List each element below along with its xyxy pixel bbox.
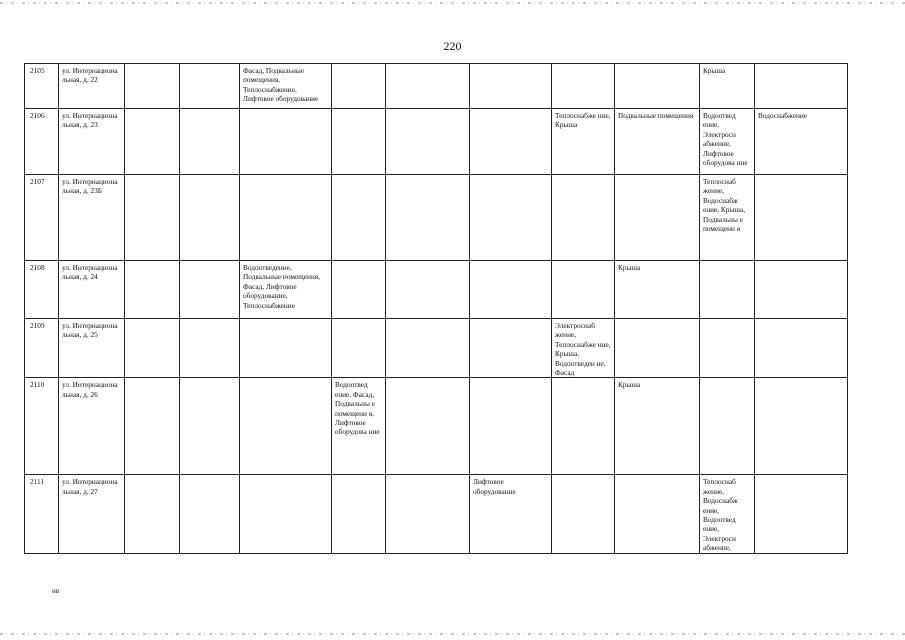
row-number: 2110 — [25, 378, 59, 475]
work-cell — [755, 378, 848, 475]
work-cell — [386, 378, 470, 475]
work-cell: Крыша — [615, 261, 700, 319]
work-cell — [470, 261, 552, 319]
address-cell: ул. Интернациона льная, д. 25 — [59, 319, 125, 378]
work-cell — [332, 109, 386, 175]
work-cell — [386, 64, 470, 109]
work-cell — [470, 64, 552, 109]
work-cell — [240, 109, 332, 175]
row-number: 2107 — [25, 175, 59, 261]
work-cell — [332, 475, 386, 553]
row-number: 2109 — [25, 319, 59, 378]
work-cell — [552, 175, 615, 261]
work-cell — [125, 109, 180, 175]
work-cell — [386, 475, 470, 553]
work-cell — [755, 261, 848, 319]
work-cell: Фасад, Подвальные помещения, Теплоснабжение, Лифтовое оборудование — [240, 64, 332, 109]
work-cell — [125, 378, 180, 475]
work-cell — [755, 319, 848, 378]
row-number: 2108 — [25, 261, 59, 319]
row-number: 2111 — [25, 475, 59, 553]
work-cell: Водоснабжение — [755, 109, 848, 175]
work-cell: Крыша — [615, 378, 700, 475]
work-cell — [386, 261, 470, 319]
address-cell: ул. Интернациона льная, д. 24 — [59, 261, 125, 319]
table-row — [25, 378, 848, 475]
work-cell — [180, 109, 240, 175]
table-row — [25, 475, 848, 553]
address-cell: ул. Интернациона льная, д. 22 — [59, 64, 125, 109]
work-cell — [386, 109, 470, 175]
work-cell: Водоотведение, Подвальные помещения, Фасад, Лифтовое оборудование, Теплоснабжение — [240, 261, 332, 319]
work-cell: Теплоснаб жение, Водоснабж ение, Водоотвед ение, Электросн абжение, — [700, 475, 755, 553]
work-cell — [240, 475, 332, 553]
page-number: 220 — [443, 39, 462, 53]
work-cell — [700, 378, 755, 475]
table-row — [25, 261, 848, 319]
address-cell: ул. Интернациона льная, д. 23Б — [59, 175, 125, 261]
work-cell — [180, 64, 240, 109]
work-cell — [125, 475, 180, 553]
work-cell: Теплоснабже ние, Крыша — [552, 109, 615, 175]
work-cell: Водоотвед ение, Фасад, Подвальны е помещени я, Лифтовое оборудова ние — [332, 378, 386, 475]
work-cell — [552, 261, 615, 319]
work-cell — [700, 319, 755, 378]
work-cell — [470, 378, 552, 475]
work-cell — [125, 64, 180, 109]
work-cell — [615, 175, 700, 261]
table-row — [25, 64, 848, 109]
repair-schedule-table — [24, 63, 848, 554]
work-cell — [386, 319, 470, 378]
work-cell — [470, 109, 552, 175]
footer-mark: нв — [52, 587, 60, 595]
address-cell: ул. Интернациона льная, д. 27 — [59, 475, 125, 553]
work-cell — [552, 64, 615, 109]
work-cell — [125, 261, 180, 319]
work-cell — [755, 64, 848, 109]
work-cell — [470, 175, 552, 261]
row-number: 2106 — [25, 109, 59, 175]
work-cell — [125, 175, 180, 261]
work-cell — [332, 261, 386, 319]
work-cell — [615, 319, 700, 378]
work-cell — [240, 378, 332, 475]
row-number: 2105 — [25, 64, 59, 109]
work-cell — [332, 64, 386, 109]
work-cell — [552, 378, 615, 475]
work-cell: Крыша — [700, 64, 755, 109]
work-cell — [386, 175, 470, 261]
work-cell: Лифтовое оборудование — [470, 475, 552, 553]
table-row — [25, 175, 848, 261]
work-cell — [180, 175, 240, 261]
work-cell — [332, 175, 386, 261]
work-cell — [125, 319, 180, 378]
work-cell: Подвальные помещения — [615, 109, 700, 175]
work-cell — [755, 475, 848, 553]
work-cell — [180, 261, 240, 319]
scan-edge-bottom — [0, 633, 905, 635]
work-cell — [700, 261, 755, 319]
address-cell: ул. Интернациона льная, д. 26 — [59, 378, 125, 475]
work-cell: Водоотвед ение, Электросн абжение, Лифтовое оборудова ние — [700, 109, 755, 175]
work-cell — [755, 175, 848, 261]
work-cell — [240, 319, 332, 378]
table-row — [25, 319, 848, 378]
address-cell: ул. Интернациона льная, д. 23 — [59, 109, 125, 175]
work-cell — [180, 378, 240, 475]
work-cell — [615, 64, 700, 109]
work-cell: Электроснаб жение, Теплоснабже ние, Крыша, Водоотведен ие, Фасад — [552, 319, 615, 378]
work-cell — [180, 475, 240, 553]
work-cell — [470, 319, 552, 378]
work-cell — [615, 475, 700, 553]
work-cell — [552, 475, 615, 553]
work-cell — [180, 319, 240, 378]
table-row — [25, 109, 848, 175]
scan-edge-top — [0, 2, 905, 4]
work-cell — [332, 319, 386, 378]
work-cell: Теплоснаб жение, Водоснабж ение, Крыша, Подвальны е помещени я — [700, 175, 755, 261]
work-cell — [240, 175, 332, 261]
